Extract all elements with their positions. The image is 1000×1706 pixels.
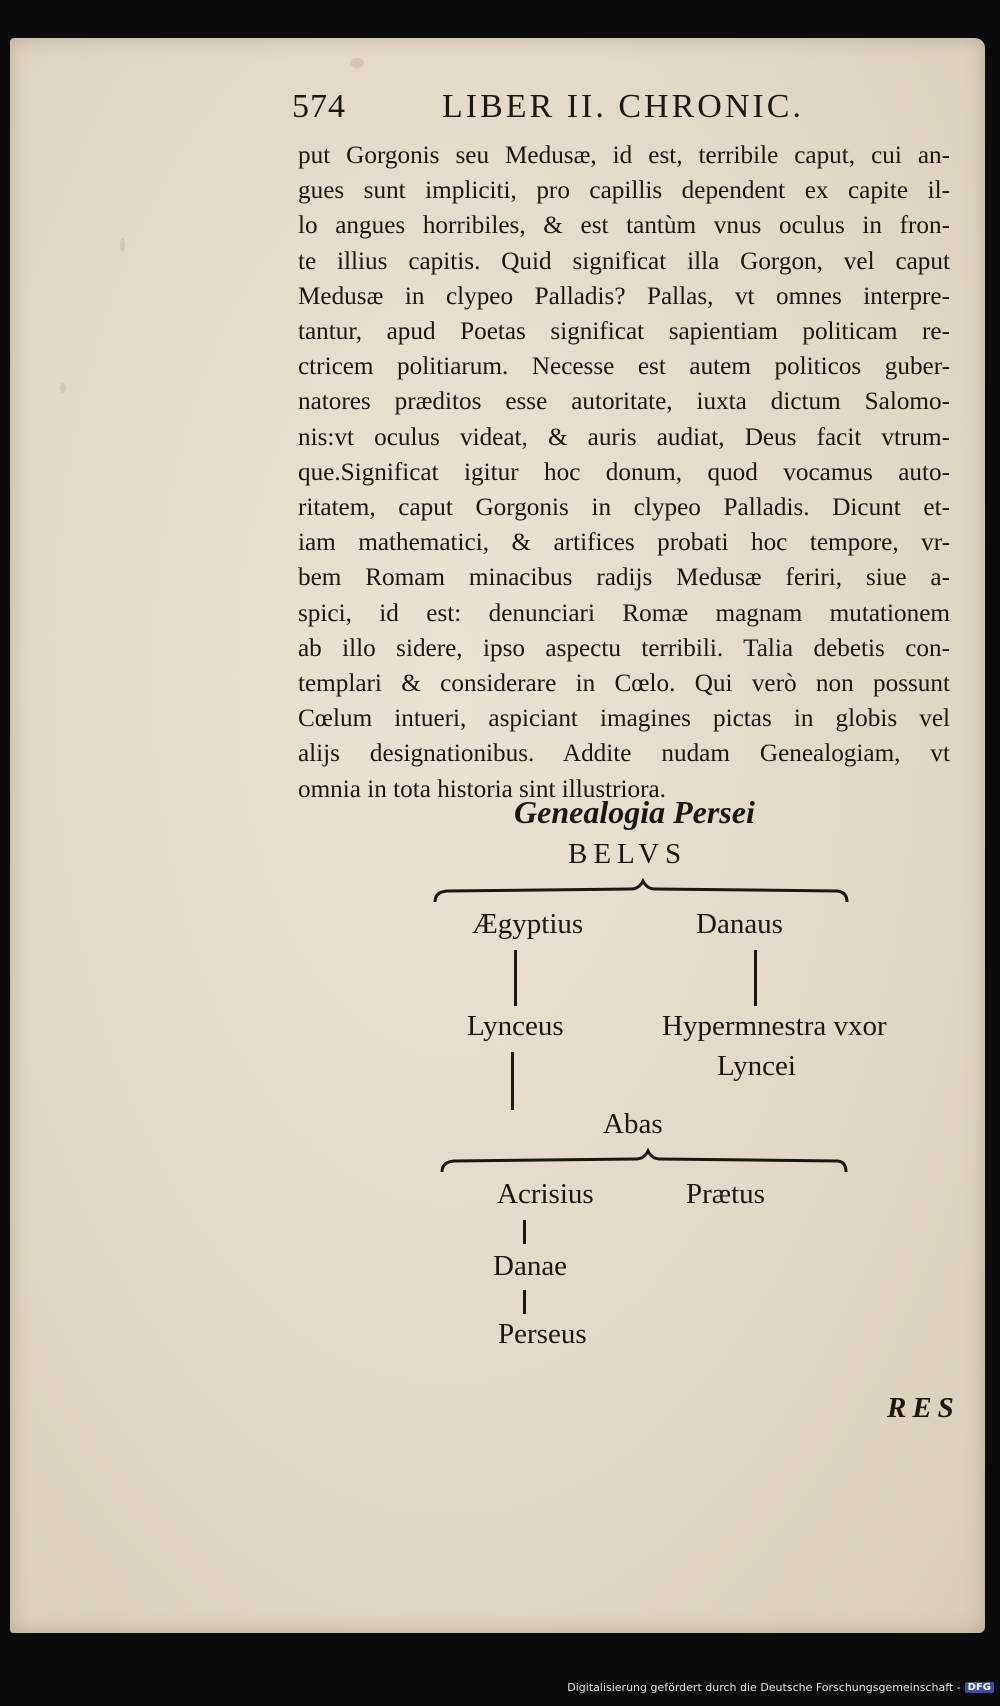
node-perseus: Perseus (498, 1318, 587, 1350)
node-danaus: Danaus (696, 908, 783, 940)
node-aegyptius: Ægyptius (472, 908, 584, 940)
line-aegyptius-lynceus (514, 950, 517, 1006)
text-line: tantur, apud Poetas significat sapientiam politicam re- (298, 318, 950, 346)
node-hypermnestra: Hypermnestra vxor (662, 1010, 887, 1042)
line-danae-perseus (523, 1290, 526, 1314)
text-line: Cœlum intueri, aspiciant imagines pictas in globis vel (298, 705, 950, 733)
text-line: omnia in tota historia sint illustriora. (298, 775, 666, 803)
text-line: put Gorgonis seu Medusæ, id est, terribile caput, cui an- (298, 142, 950, 169)
text-line: templari & considerare in Cœlo. Qui verò non possunt (298, 670, 950, 698)
text-line: ab illo sidere, ipso aspectu terribili. Talia debetis con- (298, 634, 950, 662)
text-line: bem Romam minacibus radijs Medusæ feriri, siue a- (298, 564, 950, 592)
text-line: te illius capitis. Quid significat illa Gorgon, vel caput (298, 247, 950, 275)
text-line: alijs designationibus. Addite nudam Genealogiam, vt (298, 740, 950, 768)
text-line: natores præditos esse autoritate, iuxta dictum Salomo- (298, 388, 950, 416)
line-acrisius-danae (523, 1220, 526, 1244)
line-danaus-hypermnestra (754, 950, 757, 1006)
text-line: que.Significat igitur hoc donum, quod vocamus auto- (298, 458, 950, 486)
text-line: ctricem politiarum. Necesse est autem politicos guber- (298, 353, 950, 381)
text-line: ritatem, caput Gorgonis in clypeo Palladis. Dicunt et- (298, 494, 950, 522)
text-line: nis:vt oculus videat, & auris audiat, Deus facit vtrum- (298, 423, 950, 451)
node-abas: Abas (603, 1108, 663, 1140)
text-line: Medusæ in clypeo Palladis? Pallas, vt omnes interpre- (298, 282, 950, 310)
text-line: gues sunt impliciti, pro capillis dependent ex capite il- (298, 177, 950, 205)
footer-credit: Digitalisierung gefördert durch die Deutsche Forschungsgemeinschaft - (567, 1681, 961, 1694)
text-line: spici, id est: denunciari Romæ magnam mutationem (298, 599, 950, 627)
node-hypermnestra-line2: Lyncei (717, 1050, 796, 1082)
node-acrisius: Acrisius (497, 1178, 594, 1210)
text-line: iam mathematici, & artifices probati hoc tempore, vr- (298, 529, 950, 557)
page-number: 574 (292, 88, 346, 125)
dfg-logo-icon: DFG (965, 1682, 994, 1693)
node-root: BELVS (568, 838, 688, 870)
running-title: LIBER II. CHRONIC. (442, 88, 804, 125)
catchword: RES (887, 1392, 960, 1424)
digitization-footer (567, 1681, 994, 1694)
genealogy-title: Genealogia Persei (514, 794, 755, 830)
line-lynceus-abas (511, 1052, 514, 1110)
node-praetus: Prætus (686, 1178, 765, 1210)
text-line: lo angues horribiles, & est tantùm vnus oculus in fron- (298, 212, 950, 240)
node-danae: Danae (493, 1250, 568, 1282)
node-lynceus: Lynceus (467, 1010, 564, 1042)
